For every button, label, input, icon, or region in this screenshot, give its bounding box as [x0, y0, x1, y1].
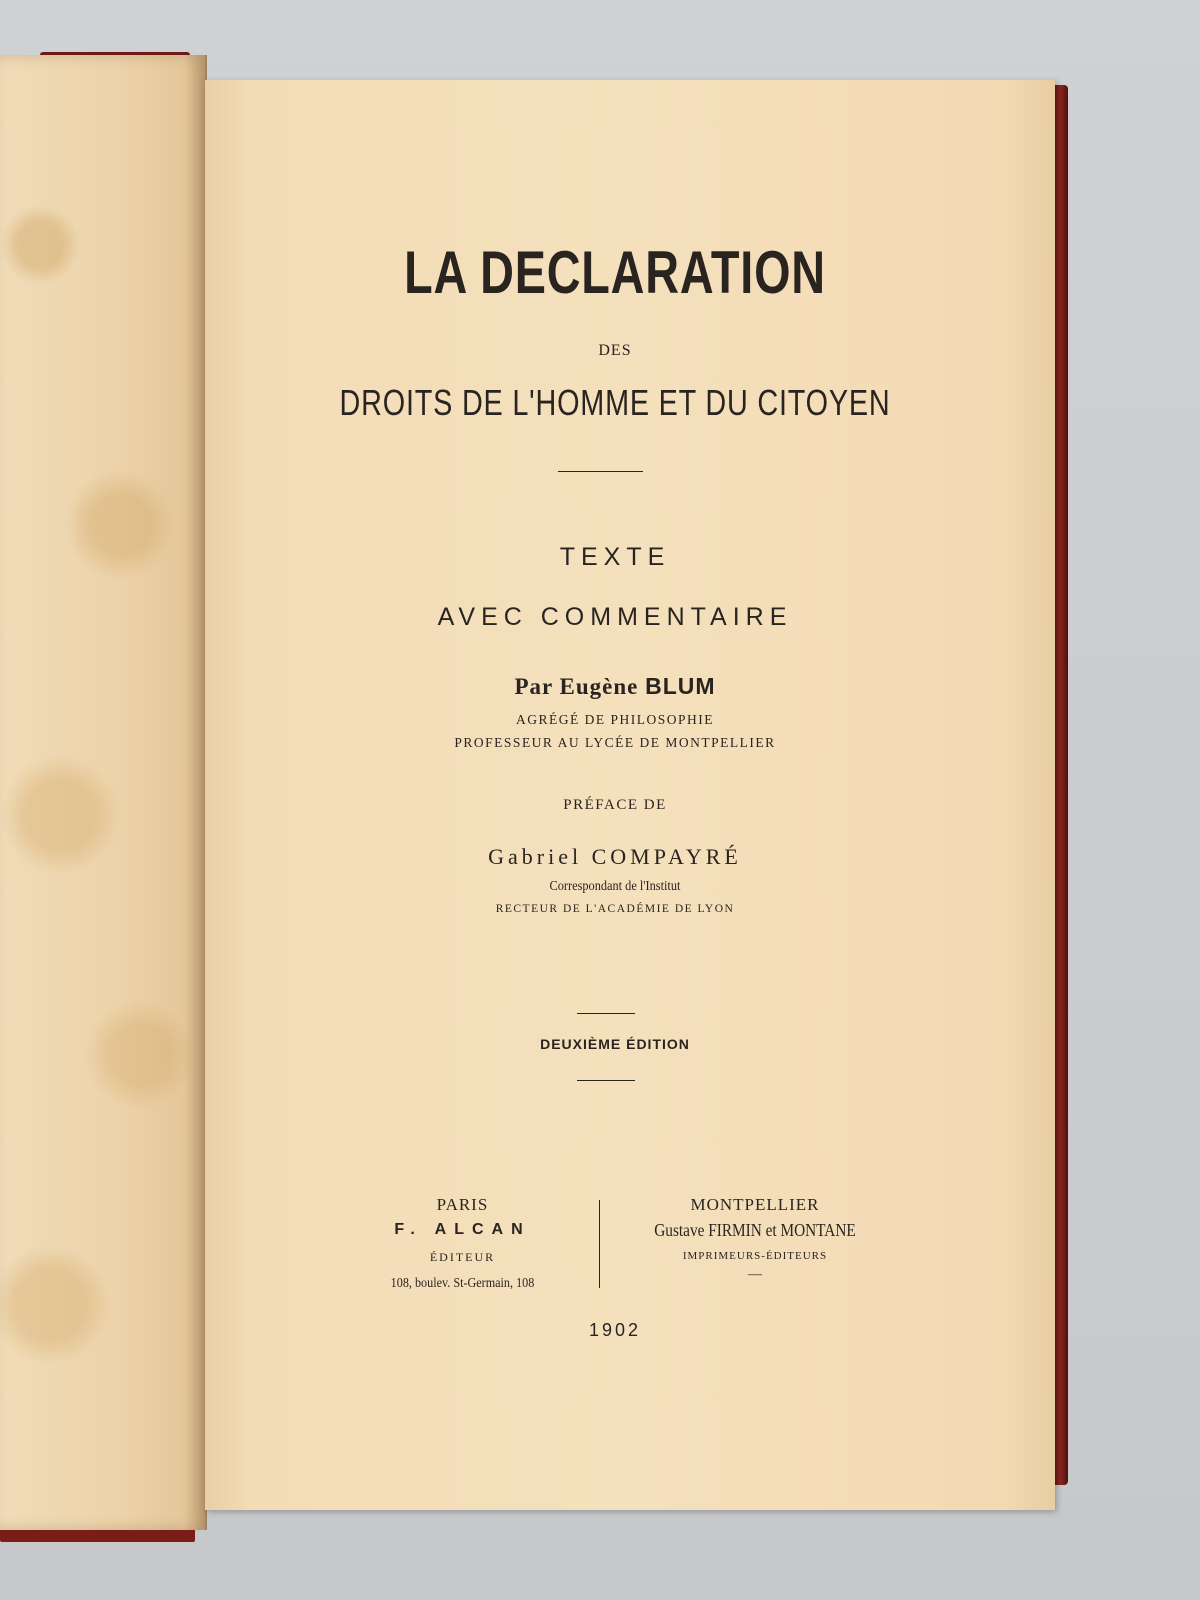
- texte-label: TEXTE: [559, 543, 671, 571]
- author-title-2: PROFESSEUR AU LYCÉE DE MONTPELLIER: [454, 735, 776, 750]
- divider-rule: [558, 471, 643, 472]
- author-name: BLUM: [645, 673, 716, 699]
- publisher-montpellier-city: MONTPELLIER: [690, 1195, 820, 1214]
- publisher-montpellier-role: IMPRIMEURS-ÉDITEURS: [682, 1250, 828, 1262]
- publication-year: 1902: [588, 1320, 642, 1340]
- author-title-1: AGRÉGÉ DE PHILOSOPHIE: [516, 712, 714, 727]
- publisher-paris-address: 108, boulev. St-Germain, 108: [390, 1275, 535, 1290]
- publisher-montpellier-dash: —: [748, 1267, 762, 1282]
- preface-author-title-1: Correspondant de l'Institut: [549, 879, 681, 894]
- edition-label: DEUXIÈME ÉDITION: [540, 1036, 690, 1052]
- edition-rule-top: [577, 1013, 635, 1014]
- preface-author-last: COMPAYRÉ: [591, 844, 742, 869]
- book-title: LA DECLARATION: [404, 239, 826, 306]
- author-prefix: Par Eugène: [514, 674, 639, 699]
- publisher-separator: [599, 1200, 600, 1288]
- preface-author-title-2: RECTEUR DE L'ACADÉMIE DE LYON: [495, 903, 735, 915]
- edition-rule-bottom: [577, 1080, 635, 1081]
- preface-label: PRÉFACE DE: [563, 797, 667, 813]
- commentaire-label: AVEC COMMENTAIRE: [437, 603, 793, 631]
- left-page: [0, 55, 207, 1530]
- preface-author-first: Gabriel: [488, 844, 583, 869]
- publisher-paris-city: PARIS: [436, 1195, 489, 1214]
- preface-author: [205, 844, 1025, 870]
- publisher-paris-role: ÉDITEUR: [429, 1250, 496, 1264]
- title-connector: DES: [598, 342, 632, 359]
- publisher-paris-name: F. ALCAN: [394, 1221, 531, 1238]
- author-line: [205, 673, 1025, 700]
- publisher-montpellier-name: Gustave FIRMIN et MONTANE: [654, 1220, 856, 1240]
- book-subtitle: DROITS DE L'HOMME ET DU CITOYEN: [339, 382, 891, 423]
